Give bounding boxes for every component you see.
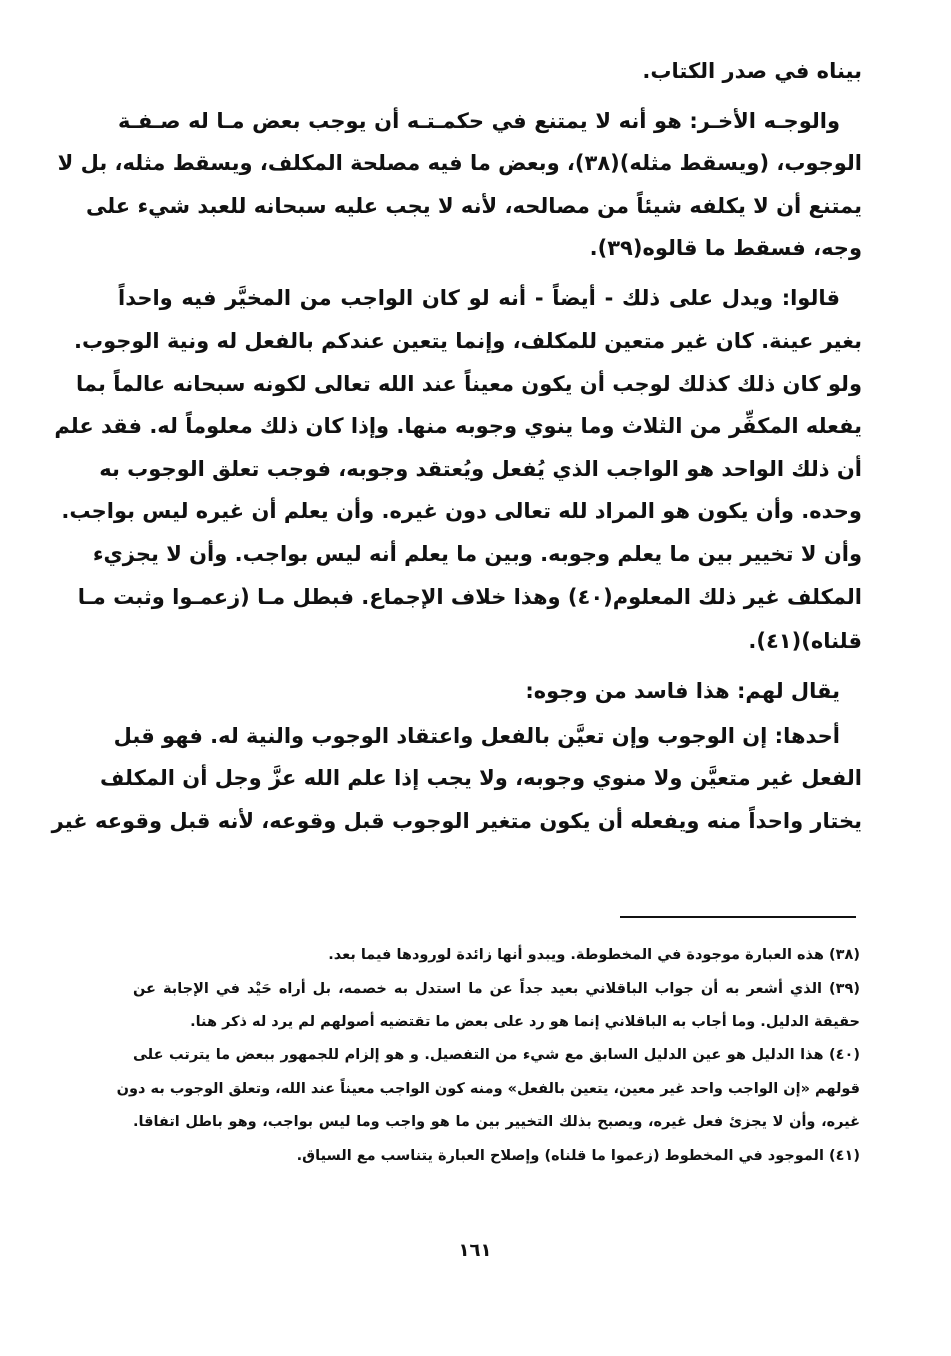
text-line: بغير عينة. كان غير متعين للمكلف، وإنما يتعين عندكم بالفعل له ونية الوجوب. (74, 329, 862, 353)
text-line: ولو كان ذلك كذلك لوجب أن يكون معيناً عند الله تعالى لكونه سبحانه عالماً بما (76, 372, 862, 396)
text-line: وحده. وأن يكون هو المراد لله تعالى دون غيره. وأن يعلم أن غيره ليس بواجب. (61, 499, 862, 523)
text-line: الوجوب، (ويسقط مثله)(٣٨)، وبعض ما فيه مصلحة المكلف، ويسقط مثله، بل لا (57, 151, 862, 175)
text-line: يقال لهم: هذا فاسد من وجوه: (525, 679, 840, 703)
text-line: بيناه في صدر الكتاب. (642, 59, 862, 83)
text-line: يمتنع أن لا يكلفه شيئاً من مصالحه، لأنه لا يجب عليه سبحانه للعبد شيء على (85, 194, 862, 218)
page-number: ١٦١ (458, 1240, 492, 1261)
footnote-line: (٤١) الموجود في المخطوط (زعموا ما قلناه) وإصلاح العبارة يتناسب مع السياق. (296, 1148, 860, 1164)
footnote-line: (٣٨) هذه العبارة موجودة في المخطوطة. ويبدو أنها زائدة لورودها فيما بعد. (328, 947, 860, 963)
footnote-line: غيره، وأن لا يجزئ فعل غيره، ويصبح بذلك التخيير بين ما هو واجب وما ليس بواجب، وهو باطل اتفاقا. (133, 1114, 860, 1130)
footnote-separator (620, 916, 856, 918)
text-line: يفعله المكفِّر من الثلاث وما ينوي وجوبه منها. وإذا كان ذلك معلوماً له. فقد علم (54, 414, 862, 438)
text-line: أن ذلك الواحد هو الواجب الذي يُفعل ويُعتقد وجوبه، فوجب تعلق الوجوب به (99, 457, 862, 481)
text-line: وجه، فسقط ما قالوه(٣٩). (589, 236, 862, 260)
text-line: أحدها: إن الوجوب وإن تعيَّن بالفعل واعتقاد الوجوب والنية له. فهو قبل (113, 724, 840, 748)
text-line: والوجـه الأخـر: هو أنه لا يمتنع في حكمـتـه أن يوجب بعض مـا له صـفـة (118, 109, 840, 133)
text-line: الفعل غير متعيَّن ولا منوي وجوبه، ولا يجب إذا علم الله عزَّ وجل أن المكلف (100, 766, 862, 790)
footnote-line: (٣٩) الذي أشعر به أن جواب الباقلاني بعيد جداً عن ما استدل به خصمه، بل أراه حَيْد في الإجابة عن (133, 981, 860, 997)
footnote-line: قولهم «إن الواجب واحد غير معين، يتعين بالفعل» ومنه كون الواجب معيناً عند الله، وتعلق الوجوب به دون (116, 1081, 860, 1097)
text-line: قالوا: ويدل على ذلك - أيضاً - أنه لو كان الواجب من المخيَّر فيه واحداً (118, 286, 840, 310)
footnote-line: حقيقة الدليل. وما أجاب به الباقلاني إنما هو رد على بعض ما تقتضيه أصولهم لم يرد له ذكر هنا. (190, 1014, 860, 1030)
text-line: يختار واحداً منه ويفعله أن يكون متغير الوجوب قبل وقوعه، لأنه قبل وقوعه غير (51, 809, 862, 833)
footnote-line: (٤٠) هذا الدليل هو عين الدليل السابق مع شيء من التفصيل. و هو إلزام للجمهور ببعض ما يترتب على (133, 1047, 860, 1063)
text-line: المكلف غير ذلك المعلوم(٤٠) وهذا خلاف الإجماع. فبطل مـا (زعمـوا وثبت مـا (77, 585, 862, 609)
text-line: قلناه)(٤١). (748, 629, 862, 653)
text-line: وأن لا تخيير بين ما يعلم وجوبه. وبين ما يعلم أنه ليس بواجب. وأن لا يجزيء (92, 542, 862, 566)
